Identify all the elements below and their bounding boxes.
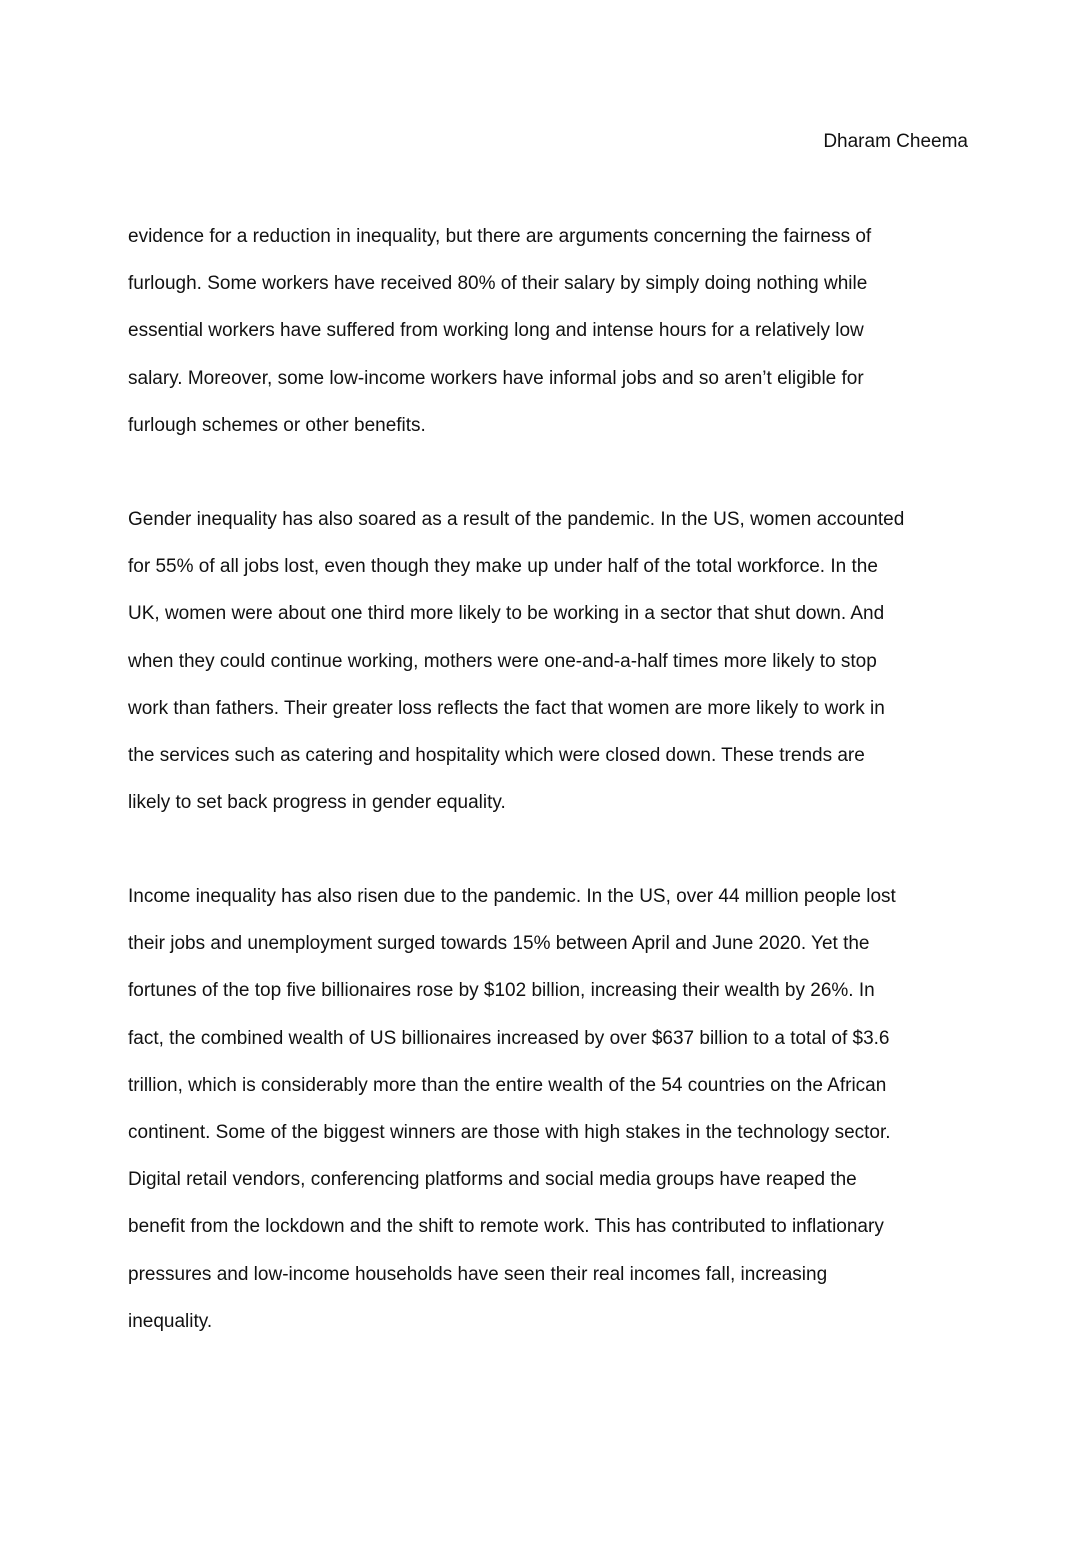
text-line: continent. Some of the biggest winners are those with high stakes in the technology sector. [128,1121,891,1143]
paragraph-income-inequality [128,885,988,1357]
text-line: benefit from the lockdown and the shift to remote work. This has contributed to inflationary [128,1216,884,1238]
text-line: for 55% of all jobs lost, even though they make up under half of the total workforce. In the [128,556,878,578]
text-line: essential workers have suffered from working long and intense hours for a relatively low [128,320,864,342]
text-line: their jobs and unemployment surged towards 15% between April and June 2020. Yet the [128,933,870,955]
paragraph-gender-inequality [128,508,988,838]
text-line: fact, the combined wealth of US billionaires increased by over $637 billion to a total of $3.6 [128,1027,890,1049]
text-line: the services such as catering and hospitality which were closed down. These trends are [128,744,865,766]
text-line: pressures and low-income households have seen their real incomes fall, increasing [128,1263,828,1285]
text-line: fortunes of the top five billionaires rose by $102 billion, increasing their wealth by 26%. In [128,980,875,1002]
text-line: evidence for a reduction in inequality, but there are arguments concerning the fairness of [128,226,872,247]
text-line: inequality. [128,1310,213,1332]
author-name: Dharam Cheema [823,131,968,152]
text-line: salary. Moreover, some low-income workers have informal jobs and so aren’t eligible for [128,367,864,389]
text-line: Gender inequality has also soared as a result of the pandemic. In the US, women accounted [128,509,905,530]
text-line: Income inequality has also risen due to the pandemic. In the US, over 44 million people lost [128,886,896,907]
text-line: when they could continue working, mothers were one-and-a-half times more likely to stop [128,650,877,672]
text-line: trillion, which is considerably more than the entire wealth of the 54 countries on the African [128,1074,887,1096]
text-line: work than fathers. Their greater loss reflects the fact that women are more likely to work in [128,697,885,719]
paragraph-furlough [128,225,988,461]
text-line: likely to set back progress in gender equality. [128,792,506,814]
text-line: furlough schemes or other benefits. [128,414,426,436]
text-line: Digital retail vendors, conferencing platforms and social media groups have reaped the [128,1169,857,1191]
text-line: UK, women were about one third more likely to be working in a sector that shut down. And [128,603,885,625]
text-line: furlough. Some workers have received 80% of their salary by simply doing nothing while [128,273,868,295]
